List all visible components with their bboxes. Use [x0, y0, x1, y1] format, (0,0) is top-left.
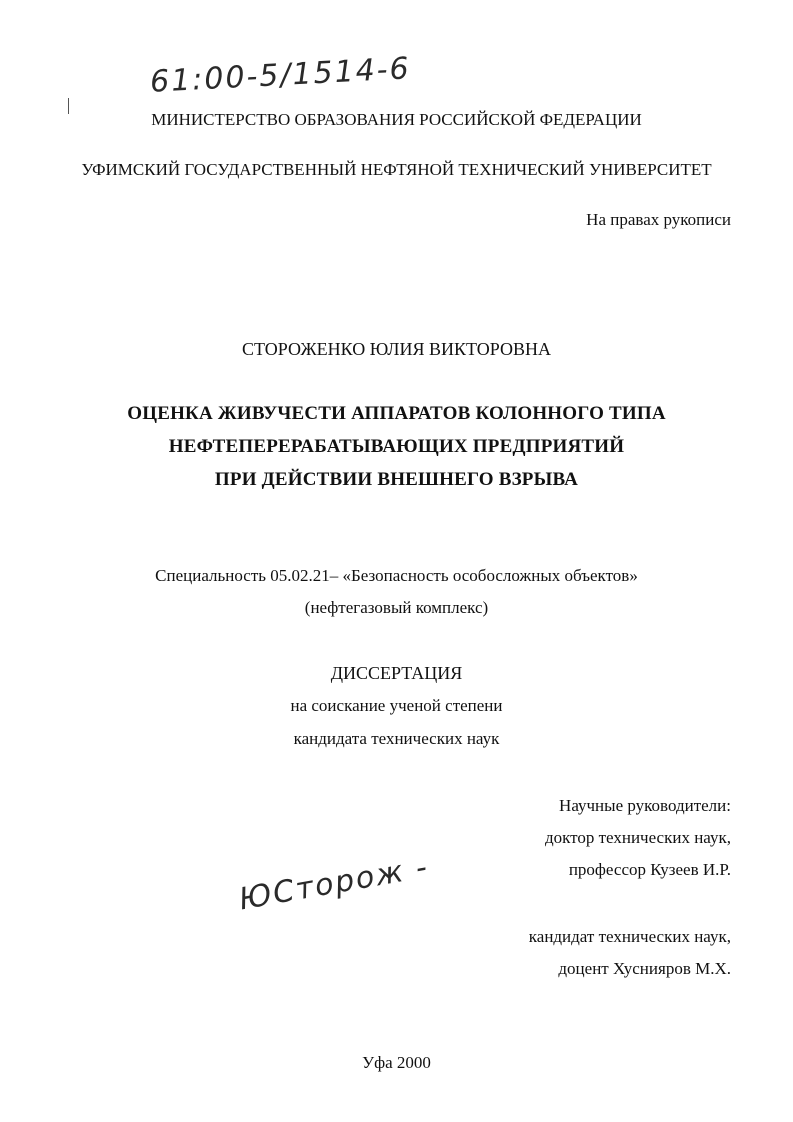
- title-line: ПРИ ДЕЙСТВИИ ВНЕШНЕГО ВЗРЫВА: [214, 469, 579, 490]
- specialty-line: Специальность 05.02.21– «Безопасность особосложных объектов»: [155, 566, 638, 585]
- city-year: Уфа 2000: [362, 1053, 431, 1072]
- archive-code-handwritten: 61:00-5/1514-6: [149, 51, 412, 100]
- degree-purpose: на соискание ученой степени: [290, 696, 503, 715]
- supervisor-2-degree: кандидат технических наук,: [528, 927, 731, 946]
- supervisor-1-degree: доктор технических наук,: [544, 828, 731, 847]
- supervisors-heading: Научные руководители:: [559, 796, 731, 815]
- manuscript-note: На правах рукописи: [586, 210, 731, 229]
- university-heading: УФИМСКИЙ ГОСУДАРСТВЕННЫЙ НЕФТЯНОЙ ТЕХНИЧЕСКИЙ УНИВЕРСИТЕТ: [81, 160, 712, 179]
- author-signature: ЮСторож -: [236, 849, 432, 918]
- title-line: НЕФТЕПЕРЕРАБАТЫВАЮЩИХ ПРЕДПРИЯТИЙ: [168, 436, 625, 457]
- dissertation-title: [0, 397, 793, 496]
- specialty-field: (нефтегазовый комплекс): [304, 598, 489, 617]
- title-line: ОЦЕНКА ЖИВУЧЕСТИ АППАРАТОВ КОЛОННОГО ТИПА: [127, 403, 666, 424]
- supervisor-1-name: профессор Кузеев И.Р.: [568, 860, 731, 879]
- degree-name: кандидата технических наук: [293, 729, 500, 748]
- supervisor-2-name: доцент Хуснияров М.Х.: [558, 959, 731, 978]
- dissertation-heading: ДИССЕРТАЦИЯ: [330, 663, 463, 683]
- author-name: СТОРОЖЕНКО ЮЛИЯ ВИКТОРОВНА: [241, 339, 552, 359]
- ministry-heading: МИНИСТЕРСТВО ОБРАЗОВАНИЯ РОССИЙСКОЙ ФЕДЕРАЦИИ: [151, 110, 642, 129]
